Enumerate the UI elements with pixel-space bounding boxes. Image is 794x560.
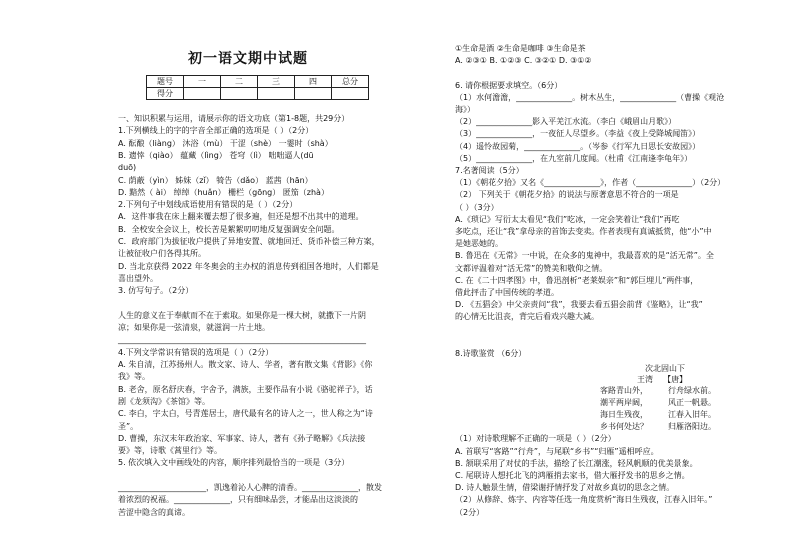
text-line: 6. 请你根据要求填空。（6分） [455, 80, 563, 90]
text-line: ______________________，凯逸着沁人心脾的清香。______________，散发 [118, 483, 382, 492]
text-line: （4）遥怜故园菊，______________。（岑参《行军九日思长安故园》） [455, 141, 701, 151]
text-line: C. 荫蔽（yìn） 姊妹（zǐ） 犄告（dǎo） 蓝茜（hān） [118, 175, 313, 185]
text-line: 让被征收户们各得其所。 [118, 249, 206, 259]
text-line: C．政府部门为拔征收户提供了异地安置、就地回迁、货币补偿三种方案， [118, 237, 380, 246]
text-line: 的心情无比沮丧，背完后看戏兴趣大减。 [455, 312, 599, 322]
score-header-cell: 一 [184, 76, 221, 88]
text-line: A. ②③① B. ①②③ C. ③②① D. ③①② [455, 56, 592, 66]
score-header-cell: 四 [295, 76, 332, 88]
text-line: （1）水何澹澹，______________。树木丛生，______________（曹操《观沧 [455, 92, 725, 102]
text-line: 8.诗歌鉴赏 （6分） [455, 349, 527, 358]
text-line: 我》等。 [118, 372, 150, 382]
poem-author-line [637, 374, 687, 385]
text-line: 多吃点，还让“我”拿母亲的首饰去变卖。作者表现有真诚抵赏，他“小”中 [455, 227, 712, 236]
text-line: B. 遗悻（qiào） 蕴藏（lìng） 苍穹（lì） 咄咄逼人(dū [118, 150, 314, 160]
text-line: D. 《五猖会》中父亲责问“我”，我要去看五猖会前背《鉴略》，让“我” [455, 300, 703, 310]
text-line: D. 曹操，东汉末年政治家、军事家、诗人，著有《孙子略解》《兵法接 [118, 433, 366, 443]
text-line: 1.下列横线上的字的字音全部正确的选项是（ ）（2分） [118, 126, 314, 136]
score-cell [332, 88, 369, 100]
text-line: C. 尾联诗人想托北飞的鸿雁捎去家书，借大雁抒发书的思乡之情。 [455, 471, 690, 480]
score-table-score-row [147, 88, 369, 100]
poem-author: 王湾 [637, 375, 653, 384]
score-row-label: 得分 [147, 88, 184, 100]
score-table [146, 75, 369, 100]
text-line: （2） 下列关于《朝花夕拾》的说法与原著意思不符合的一项是 [455, 190, 679, 200]
score-table-header-row [147, 76, 369, 88]
text-line: 圣”。 [118, 421, 139, 431]
text-line: A. 朱自清，江苏扬州人。散文家、诗人、学者，著有散文集《背影》《你 [118, 360, 373, 369]
text-line: C. 在《二十四孝图》中，鲁迅剖析“老莱娱亲”和“郭巨埋儿”两件事， [455, 275, 699, 285]
text-line: 3. 仿写句子。（2分） [118, 286, 194, 296]
text-line: 5. 依次填入文中画线处的内容，顺序排列最恰当的一项是（3分） [118, 458, 350, 468]
text-line: 2.下列句子中划线成语使用有错误的是（ ）（2分） [118, 200, 298, 210]
text-line: A.《琐记》写衍太太看见“我们”吃冰，一定会笑着让“我们”再吃 [455, 214, 680, 224]
exam-title: 初一语文期中试题 [188, 51, 308, 67]
text-line: 文都评温着对“活无常”的赞美和敬仰之情。 [455, 263, 608, 273]
text-line: 剧《龙须沟》《茶馆》等。 [118, 396, 210, 406]
text-line: D. 黯然（ ài） 绰绰（huǎn） 栅栏（gōng） 匿笳（zhà） [118, 187, 329, 197]
poem-line: 归雁洛阳边。 [668, 422, 716, 431]
poem-line: 海日生残夜， [600, 410, 648, 419]
poem-line: 行舟绿水前。 [668, 386, 716, 395]
poem-title: 次北固山下 [645, 364, 685, 373]
score-cell [258, 88, 295, 100]
text-line: 人生的意义在于奉献而不在于索取。如果你是一棵大树，就撒下一片阴 [118, 310, 366, 320]
score-cell [221, 88, 258, 100]
text-line: 着浓烈的祝福。______________，只有细味品尝，才能品出这淡淡的 [118, 495, 358, 505]
text-line: （1）《朝花夕拾》又名《______________》，作者（______________）（2分） [455, 178, 726, 188]
text-line: ①生命是酒 ②生命是咖啡 ③生命是茶 [455, 44, 586, 53]
poem-line: 潮平两岸阔， [600, 398, 648, 407]
text-line: 凉；如果你是一弦清泉，就滋润一片土地。 [118, 323, 270, 333]
text-line: duō) [118, 163, 137, 173]
poem-line: 江春入旧年。 [668, 410, 716, 419]
text-line: 要》等，诗歌《蒿里行》等。 [118, 446, 222, 456]
text-line: （2分） [455, 507, 485, 517]
score-header-cell: 题号 [147, 76, 184, 88]
text-line: C. 李白，字太白，号青莲居士，唐代最有名的诗人之一，世人称之为“诗 [118, 409, 373, 419]
text-line: （5）______________，在九室前几度闻。（杜甫《江南逢李龟年》） [455, 153, 693, 163]
text-line: 借此抨击了中国传统的孝道。 [455, 288, 559, 297]
text-line: 一、知识积累与运用，请展示你的语文功底（第1-8题，共29分） [118, 114, 350, 123]
text-line: （1）对诗歌理解不正确的一项是（ ）（2分） [455, 434, 616, 444]
text-line: B. 颔联采用了对仗的手法，描绘了长江潮涨，轻风帆顺的优美景象。 [455, 458, 698, 468]
text-line: B．全校安全会议上，校长苦是絮絮叨叨地反复强调安全问题。 [118, 224, 340, 234]
text-line: 苦涩中隐含的真谛。 [118, 507, 190, 517]
text-line: 海》） [455, 105, 475, 114]
text-line: 4.下列文学常识有错误的选项是（ ）（2分） [118, 347, 274, 357]
poem-line: 客路青山外， [600, 386, 648, 395]
score-cell [295, 88, 332, 100]
text-line: ______________________________________________________________ [118, 335, 366, 345]
text-line: （ ）（3分） [455, 202, 499, 212]
score-header-cell: 三 [258, 76, 295, 88]
poem-line: 风正一帆悬。 [668, 398, 716, 407]
text-line: （3）______________，一夜征人尽望乡。（李益《夜上受降城闻笛》） [455, 129, 701, 139]
text-line: （2）______________影入平羌江水流。（李白《峨眉山月歌》） [455, 117, 677, 127]
text-line: B. 老舍，原名舒庆春，字舍予，满族，主要作品有小说《骆驼祥子》，话 [118, 384, 373, 394]
poem-dynasty: 【唐】 [663, 375, 688, 384]
poem-line: 乡书何处达？ [600, 422, 648, 431]
text-line: A. 酝酿（liàng） 沐浴（mù） 干涩（shè） 一霎时（shà） [118, 138, 333, 148]
text-line: 是她恶她的。 [455, 239, 503, 249]
text-line: 7.名著阅读（5分） [455, 166, 524, 175]
text-line: D. 诗人触景生情，借梁谢抒情抒发了对故乡真切的思念之情。 [455, 483, 675, 493]
text-line: B. 鲁迅在《无常》一中说，在众多的鬼神中，我最喜欢的是“活无常”。全 [455, 251, 714, 261]
text-line: A. 首联写“客路”“行舟”，与尾联“乡书”“归雁”遥相呼应。 [455, 446, 659, 456]
text-line: A．这件事我在床上翻来覆去想了很多遍，但还是想不出其中的道理。 [118, 212, 364, 222]
text-line: 喜出望外。 [118, 273, 158, 283]
text-line: （2）从修辞、炼字、内容等任选一角度赏析“海日生残夜，江春入旧年。” [455, 495, 713, 505]
score-header-cell: 总分 [332, 76, 369, 88]
text-line: D. 当北京获得 2022 年冬奥会的主办权的消息传到祖国各地时，人们都是 [118, 261, 379, 271]
score-header-cell: 二 [221, 76, 258, 88]
score-cell [184, 88, 221, 100]
